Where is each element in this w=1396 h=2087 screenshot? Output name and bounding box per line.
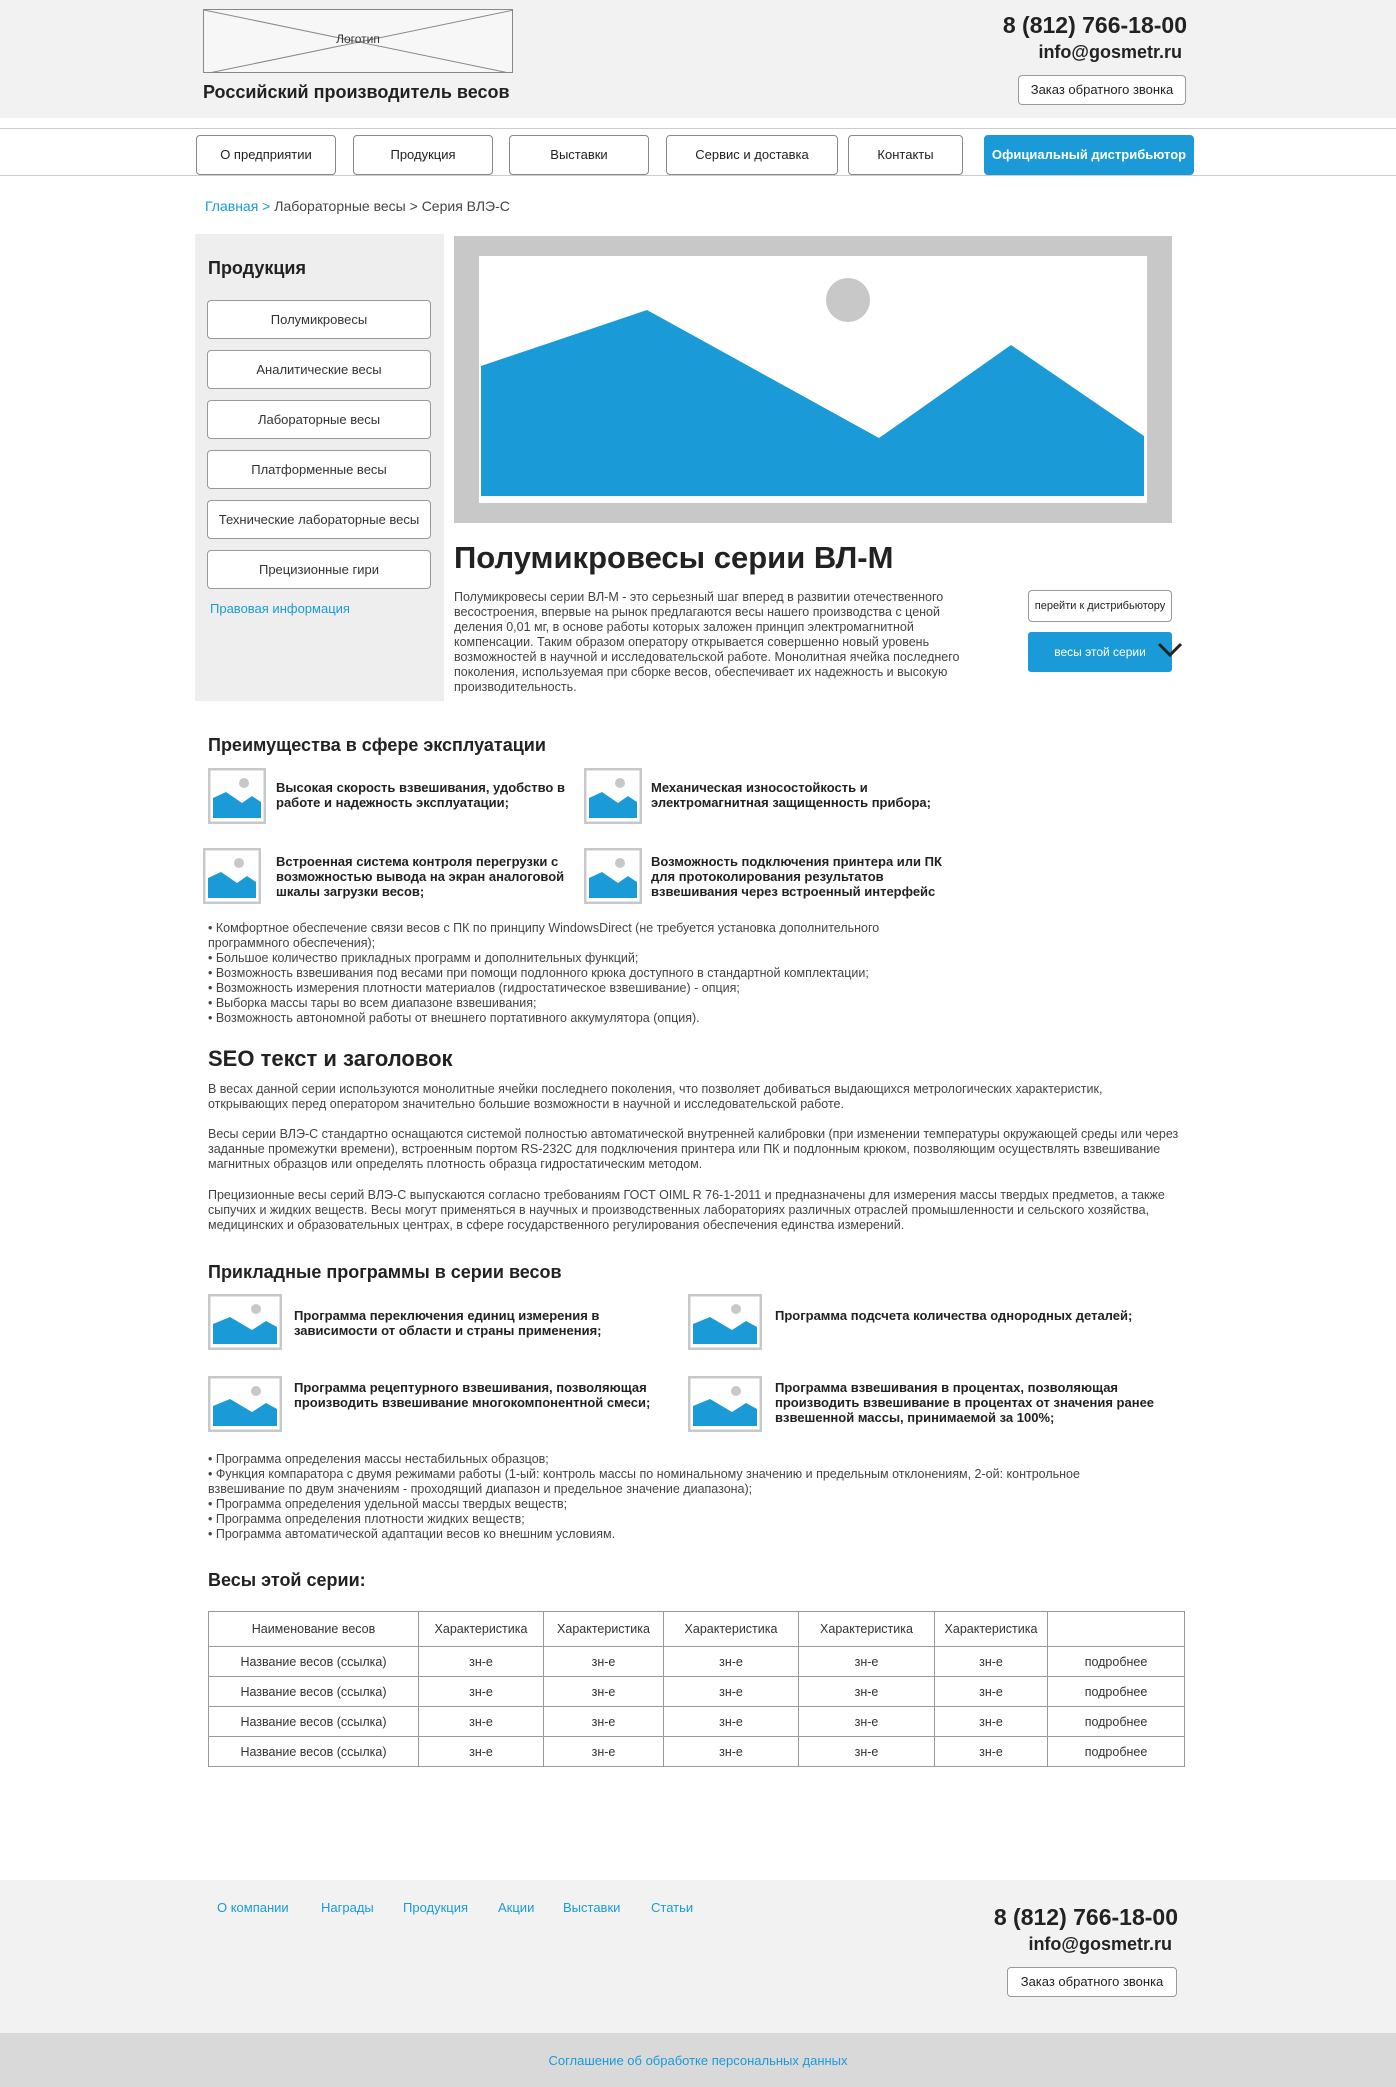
table-cell: зн-е (419, 1707, 544, 1737)
sidebar (195, 234, 444, 701)
chevron-down-icon[interactable] (1155, 640, 1185, 660)
seo-paragraph: В весах данной серии используются монолитные ячейки последнего поколения, что позволяет добиваться выдающихся метрологических характеристик, открывающих перед оператором значительно большие возможности в научной и исследовательской работе. (208, 1082, 1103, 1111)
table-header-cell (1048, 1612, 1185, 1647)
list-item: • Программа автоматической адаптации весов ко внешним условиям. (208, 1527, 616, 1541)
programs-title: Прикладные программы в серии весов (208, 1262, 562, 1282)
logo[interactable] (203, 9, 513, 73)
list-item: • Программа определения массы нестабильных образцов; (208, 1452, 549, 1466)
table-cell: зн-е (664, 1707, 799, 1737)
footer-link-promotions[interactable]: Акции (498, 1900, 535, 1915)
scale-name-link[interactable]: Название весов (ссылка) (209, 1707, 419, 1737)
table-row (209, 1737, 1185, 1767)
nav-item-distributor[interactable]: Официальный дистрибьютор (984, 135, 1194, 175)
privacy-agreement-link[interactable]: Соглашение об обработке персональных данных (548, 2053, 848, 2068)
scale-name-link[interactable]: Название весов (ссылка) (209, 1677, 419, 1707)
table-row (209, 1707, 1185, 1737)
breadcrumb-level2[interactable]: Лабораторные весы > (274, 198, 418, 214)
footer-callback-button[interactable]: Заказ обратного звонка (1007, 1967, 1177, 1997)
table-cell: зн-е (799, 1707, 935, 1737)
image-placeholder-icon (584, 848, 642, 904)
tagline: Российский производитель весов (203, 82, 510, 102)
advantage-text: Возможность подключения принтера или ПК для протоколирования результатов взвешивания через встроенный интерфейс (651, 854, 942, 899)
table-row (209, 1647, 1185, 1677)
list-item: • Большое количество прикладных программ и дополнительных функций; (208, 951, 639, 965)
footer-link-awards[interactable]: Награды (321, 1900, 374, 1915)
list-item: программного обеспечения); (208, 936, 376, 950)
advantages-title: Преимущества в сфере эксплуатации (208, 735, 546, 755)
table-cell: зн-е (935, 1677, 1048, 1707)
program-text: Программа переключения единиц измерения в зависимости от области и страны применения; (294, 1308, 602, 1338)
image-placeholder-icon (208, 1294, 282, 1350)
series-table (208, 1611, 1185, 1767)
table-cell: зн-е (419, 1677, 544, 1707)
product-image (454, 236, 1172, 523)
seo-paragraph: Прецизионные весы серий ВЛЭ-С выпускаются согласно требованиям ГОСТ OIML R 76-1-2011 и предназначены для измерения массы твердых предметов, а также сыпучих и жидких веществ. Весы могут применяться в научных и производственных лабораториях различных отраслей промышленности и сельского хозяйства, медицинских и образовательных центрах, в сфере государственного регулирования обеспечения единства измерений. (208, 1188, 1165, 1232)
program-text: Программа рецептурного взвешивания, позволяющая производить взвешивание многокомпонентной смеси; (294, 1380, 651, 1410)
product-description: Полумикровесы серии ВЛ-М - это серьезный шаг вперед в развитии отечественного весостроения, впервые на рынок предлагаются весы нашего производства с ценой деления 0,01 мг, в основе работы которых заложен принцип электромагнитной компенсации. Таким образом оператору открывается совершенно новый уровень возможностей в научной и исследовательской работе. Монолитная ячейка последнего поколения, используемая при сборке весов, обеспечивает их надежность и высокую производительность. (454, 590, 960, 694)
image-placeholder-icon (584, 768, 642, 824)
header-email[interactable]: info@gosmetr.ru (1038, 42, 1182, 62)
footer-link-articles[interactable]: Статьи (651, 1900, 694, 1915)
details-link[interactable]: подробнее (1048, 1677, 1185, 1707)
breadcrumb-home[interactable]: Главная > (205, 198, 271, 214)
table-header-cell: Характеристика (935, 1612, 1048, 1647)
series-button[interactable]: весы этой серии (1028, 632, 1172, 672)
scale-name-link[interactable]: Название весов (ссылка) (209, 1737, 419, 1767)
table-cell: зн-е (419, 1647, 544, 1677)
table-header-cell: Характеристика (544, 1612, 664, 1647)
nav-item-products[interactable]: Продукция (353, 135, 493, 175)
table-cell: зн-е (799, 1737, 935, 1767)
image-placeholder-icon (688, 1376, 762, 1432)
sidebar-item-technical[interactable]: Технические лабораторные весы (207, 500, 431, 539)
footer-link-company[interactable]: О компании (217, 1900, 289, 1915)
table-cell: зн-е (799, 1647, 935, 1677)
table-row (209, 1677, 1185, 1707)
nav-item-contacts[interactable]: Контакты (848, 135, 963, 175)
program-text: Программа подсчета количества однородных деталей; (775, 1308, 1133, 1323)
nav-item-exhibitions[interactable]: Выставки (509, 135, 649, 175)
sidebar-item-platform[interactable]: Платформенные весы (207, 450, 431, 489)
breadcrumb-current: Серия ВЛЭ-С (421, 198, 510, 214)
table-header-cell: Характеристика (419, 1612, 544, 1647)
bottom-bar (0, 2033, 1396, 2087)
scale-name-link[interactable]: Название весов (ссылка) (209, 1647, 419, 1677)
list-item: • Выборка массы тары во всем диапазоне взвешивания; (208, 996, 537, 1010)
program-text: Программа взвешивания в процентах, позволяющая производить взвешивание в процентах от значения ранее взвешенной массы, принимаемой за 100%; (775, 1380, 1155, 1425)
list-item: • Программа определения плотности жидких веществ; (208, 1512, 525, 1526)
list-item: • Возможность взвешивания под весами при помощи подлонного крюка доступного в стандартной комплектации; (208, 966, 869, 980)
to-distributor-button[interactable]: перейти к дистрибьютору (1028, 590, 1172, 622)
advantages-list (208, 921, 879, 1026)
list-item: • Программа определения удельной массы твердых веществ; (208, 1497, 568, 1511)
advantage-text: Механическая износостойкость и электромагнитная защищенность прибора; (651, 780, 931, 810)
table-header-cell: Наименование весов (209, 1612, 419, 1647)
details-link[interactable]: подробнее (1048, 1737, 1185, 1767)
nav-item-service[interactable]: Сервис и доставка (666, 135, 838, 175)
table-cell: зн-е (799, 1677, 935, 1707)
details-link[interactable]: подробнее (1048, 1707, 1185, 1737)
footer-link-products[interactable]: Продукция (403, 1900, 469, 1915)
table-cell: зн-е (935, 1647, 1048, 1677)
image-placeholder-icon (688, 1294, 762, 1350)
sidebar-item-analytical[interactable]: Аналитические весы (207, 350, 431, 389)
seo-paragraph: Весы серии ВЛЭ-С стандартно оснащаются системой полностью автоматической внутренней калибровки (при изменении температуры окружающей среды или через заданные промежутки времени), встроенным портом RS-232C для подключения принтера или ПК и подлонным крюком, позволяющим осуществлять взвешивание магнитных образцов или определять плотность образца гидростатическим методом. (208, 1127, 1179, 1171)
table-cell: зн-е (664, 1737, 799, 1767)
advantage-text: Встроенная система контроля перегрузки с возможностью вывода на экран аналоговой шкалы загрузки весов; (276, 854, 565, 899)
sidebar-item-weights[interactable]: Прецизионные гири (207, 550, 431, 589)
header-phone[interactable]: 8 (812) 766-18-00 (1002, 12, 1187, 38)
header (0, 0, 1396, 118)
footer-phone[interactable]: 8 (812) 766-18-00 (993, 1904, 1178, 1930)
footer-email[interactable]: info@gosmetr.ru (1028, 1934, 1172, 1954)
table-cell: зн-е (544, 1737, 664, 1767)
list-item: взвешивание по двум значениям - проходящий диапазон и предельное значение диапазона); (208, 1482, 753, 1496)
list-item: • Комфортное обеспечение связи весов с ПК по принципу WindowsDirect (не требуется установка дополнительного (208, 921, 880, 935)
table-cell: зн-е (544, 1647, 664, 1677)
table-header-cell: Характеристика (799, 1612, 935, 1647)
table-cell: зн-е (664, 1677, 799, 1707)
image-placeholder-icon (208, 768, 266, 824)
sidebar-title: Продукция (208, 258, 306, 278)
image-placeholder-icon (203, 848, 261, 904)
table-cell: зн-е (544, 1677, 664, 1707)
table-cell: зн-е (935, 1737, 1048, 1767)
table-cell: зн-е (544, 1707, 664, 1737)
image-placeholder-icon (208, 1376, 282, 1432)
programs-list (208, 1452, 1080, 1542)
legal-info-link[interactable]: Правовая информация (210, 601, 350, 616)
breadcrumb (205, 198, 510, 214)
footer (0, 1880, 1396, 2033)
table-cell: зн-е (419, 1737, 544, 1767)
table-header-cell: Характеристика (664, 1612, 799, 1647)
table-cell: зн-е (664, 1647, 799, 1677)
main-nav (0, 128, 1396, 176)
product-title: Полумикровесы серии ВЛ-М (454, 540, 894, 575)
footer-link-exhibitions[interactable]: Выставки (563, 1900, 621, 1915)
list-item: • Возможность автономной работы от внешнего портативного аккумулятора (опция). (208, 1011, 700, 1025)
callback-button[interactable]: Заказ обратного звонка (1018, 75, 1186, 105)
list-item: • Функция компаратора с двумя режимами работы (1-ый: контроль массы по номинальному значению и предельным отклонениям, 2-ой: контрольное (208, 1467, 1080, 1481)
table-cell: зн-е (935, 1707, 1048, 1737)
logo-text: Логотип (336, 32, 380, 46)
details-link[interactable]: подробнее (1048, 1647, 1185, 1677)
nav-item-about[interactable]: О предприятии (196, 135, 336, 175)
series-table-title: Весы этой серии: (208, 1570, 366, 1590)
sidebar-item-semimicro[interactable]: Полумикровесы (207, 300, 431, 339)
list-item: • Возможность измерения плотности материалов (гидростатическое взвешивание) - опция; (208, 981, 740, 995)
sidebar-item-laboratory[interactable]: Лабораторные весы (207, 400, 431, 439)
advantage-text: Высокая скорость взвешивания, удобство в работе и надежность эксплуатации; (276, 780, 565, 810)
table-header-row (209, 1612, 1185, 1647)
image-placeholder-icon (454, 236, 1172, 523)
seo-title: SEO текст и заголовок (208, 1046, 453, 1071)
